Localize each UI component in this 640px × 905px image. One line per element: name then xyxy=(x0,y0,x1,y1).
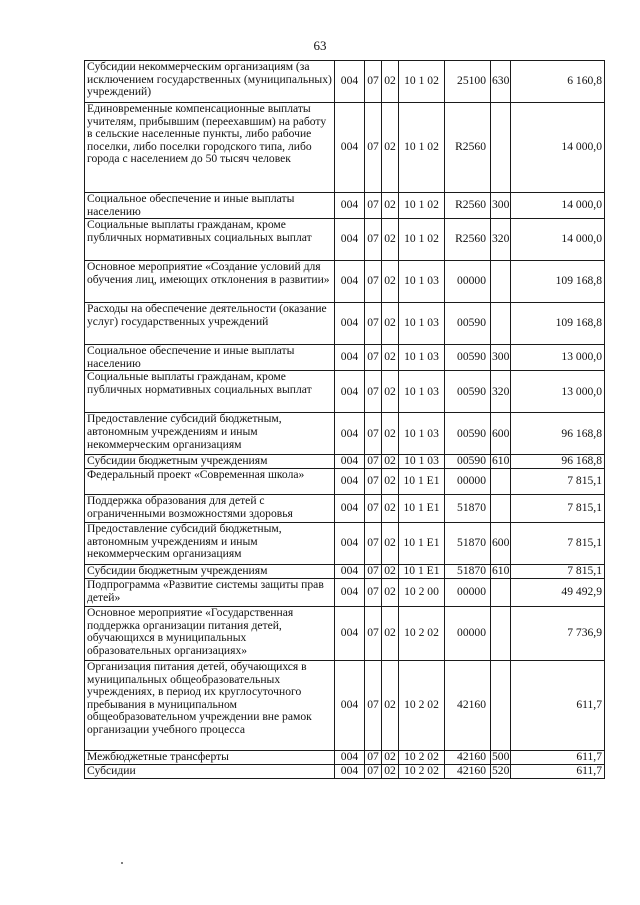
table-row xyxy=(85,468,605,494)
amount-cell: 611,7 xyxy=(511,750,605,764)
subsection-code-cell: 02 xyxy=(382,61,399,103)
ved-code-cell: 004 xyxy=(335,261,365,303)
expense-type-cell: 320 xyxy=(491,219,511,261)
ved-code-cell: 004 xyxy=(335,522,365,564)
ved-code-cell: 004 xyxy=(335,564,365,578)
row-name-cell: Поддержка образования для детей с ограниченными возможностями здоровья xyxy=(85,494,335,522)
ved-code-cell: 004 xyxy=(335,750,365,764)
amount-cell: 13 000,0 xyxy=(511,345,605,371)
amount-cell: 7 815,1 xyxy=(511,494,605,522)
ved-code-cell: 004 xyxy=(335,455,365,469)
ved-code-cell: 004 xyxy=(335,578,365,606)
program-code-cell: 10 1 02 xyxy=(399,219,445,261)
row-name-cell: Субсидии некоммерческим организациям (за исключением государственных (муниципальных) учреждений) xyxy=(85,61,335,103)
section-code-cell: 07 xyxy=(365,764,382,778)
section-code-cell: 07 xyxy=(365,371,382,413)
program-code-cell: 10 1 E1 xyxy=(399,522,445,564)
section-code-cell: 07 xyxy=(365,468,382,494)
program-code-cell: 10 2 00 xyxy=(399,578,445,606)
direction-code-cell: R2560 xyxy=(445,103,491,193)
program-code-cell: 10 1 03 xyxy=(399,455,445,469)
table-row xyxy=(85,564,605,578)
subsection-code-cell: 02 xyxy=(382,660,399,750)
subsection-code-cell: 02 xyxy=(382,578,399,606)
program-code-cell: 10 1 E1 xyxy=(399,468,445,494)
section-code-cell: 07 xyxy=(365,750,382,764)
ved-code-cell: 004 xyxy=(335,764,365,778)
table-row xyxy=(85,750,605,764)
ved-code-cell: 004 xyxy=(335,494,365,522)
expense-type-cell: 300 xyxy=(491,345,511,371)
section-code-cell: 07 xyxy=(365,494,382,522)
direction-code-cell: 51870 xyxy=(445,522,491,564)
ved-code-cell: 004 xyxy=(335,371,365,413)
expense-type-cell xyxy=(491,261,511,303)
subsection-code-cell: 02 xyxy=(382,522,399,564)
direction-code-cell: 00590 xyxy=(445,303,491,345)
amount-cell: 13 000,0 xyxy=(511,371,605,413)
expense-type-cell: 600 xyxy=(491,522,511,564)
subsection-code-cell: 02 xyxy=(382,261,399,303)
subsection-code-cell: 02 xyxy=(382,303,399,345)
row-name-cell: Единовременные компенсационные выплаты учителям, прибывшим (переехавшим) на работу в сельские населенные пункты, либо рабочие поселки, либо поселки городского типа, либо города с населением до 50 тысяч человек xyxy=(85,103,335,193)
table-row xyxy=(85,578,605,606)
direction-code-cell: 00590 xyxy=(445,413,491,455)
row-name-cell: Основное мероприятие «Создание условий для обучения лиц, имеющих отклонения в развитии» xyxy=(85,261,335,303)
expense-type-cell: 500 xyxy=(492,750,510,763)
amount-cell: 109 168,8 xyxy=(511,261,605,303)
amount-cell: 6 160,8 xyxy=(511,61,605,103)
subsection-code-cell: 02 xyxy=(382,606,399,660)
row-name-cell: Межбюджетные трансферты xyxy=(85,750,335,764)
table-row xyxy=(85,219,605,261)
program-code-cell: 10 1 03 xyxy=(399,303,445,345)
amount-cell: 611,7 xyxy=(511,764,605,778)
subsection-code-cell: 02 xyxy=(382,764,399,778)
table-row xyxy=(85,455,605,469)
row-name-cell: Предоставление субсидий бюджетным, автономным учреждениям и иным некоммерческим организациям xyxy=(85,522,335,564)
table-row xyxy=(85,522,605,564)
amount-cell: 49 492,9 xyxy=(511,578,605,606)
row-name-cell: Субсидии xyxy=(85,764,335,778)
program-code-cell: 10 2 02 xyxy=(399,606,445,660)
expense-type-cell xyxy=(491,660,511,750)
table-row xyxy=(85,193,605,219)
expense-type-cell xyxy=(491,468,511,494)
amount-cell: 7 815,1 xyxy=(511,564,605,578)
ved-code-cell: 004 xyxy=(335,413,365,455)
direction-code-cell: 51870 xyxy=(445,564,491,578)
row-name-cell: Субсидии бюджетным учреждениям xyxy=(85,564,335,578)
budget-table xyxy=(84,60,605,779)
expense-type-cell xyxy=(491,303,511,345)
section-code-cell: 07 xyxy=(365,219,382,261)
subsection-code-cell: 02 xyxy=(382,455,399,469)
subsection-code-cell: 02 xyxy=(382,103,399,193)
amount-cell: 7 736,9 xyxy=(511,606,605,660)
section-code-cell: 07 xyxy=(365,606,382,660)
row-name-cell: Основное мероприятие «Государственная поддержка организации питания детей, обучающихся в муниципальных образовательных организациях» xyxy=(85,606,335,660)
direction-code-cell: 00000 xyxy=(445,468,491,494)
expense-type-cell: 610 xyxy=(492,564,510,578)
amount-cell: 7 815,1 xyxy=(511,522,605,564)
program-code-cell: 10 2 02 xyxy=(399,750,445,764)
program-code-cell: 10 1 02 xyxy=(399,103,445,193)
section-code-cell: 07 xyxy=(365,660,382,750)
program-code-cell: 10 2 02 xyxy=(399,764,445,778)
table-row xyxy=(85,764,605,778)
direction-code-cell: 25100 xyxy=(445,61,491,103)
row-name-cell: Субсидии бюджетным учреждениям xyxy=(85,455,335,469)
direction-code-cell: 42160 xyxy=(445,750,491,764)
ved-code-cell: 004 xyxy=(335,660,365,750)
table-row xyxy=(85,494,605,522)
expense-type-cell xyxy=(491,606,511,660)
expense-type-cell: 300 xyxy=(491,193,511,219)
table-row xyxy=(85,303,605,345)
subsection-code-cell: 02 xyxy=(382,193,399,219)
ved-code-cell: 004 xyxy=(335,61,365,103)
section-code-cell: 07 xyxy=(365,303,382,345)
subsection-code-cell: 02 xyxy=(382,413,399,455)
section-code-cell: 07 xyxy=(365,61,382,103)
subsection-code-cell: 02 xyxy=(382,219,399,261)
row-name-cell: Предоставление субсидий бюджетным, автономным учреждениям и иным некоммерческим организациям xyxy=(85,413,335,455)
table-row xyxy=(85,371,605,413)
row-name-cell: Расходы на обеспечение деятельности (оказание услуг) государственных учреждений xyxy=(85,303,335,345)
table-row xyxy=(85,606,605,660)
section-code-cell: 07 xyxy=(365,564,382,578)
direction-code-cell: 00590 xyxy=(445,371,491,413)
row-name-cell: Организация питания детей, обучающихся в муниципальных общеобразовательных учреждениях, в период их круглосуточного пребывания в муниципальном общеобразовательном учреждении вне рамок организации учебного процесса xyxy=(85,660,335,750)
program-code-cell: 10 1 E1 xyxy=(399,564,445,578)
ved-code-cell: 004 xyxy=(335,303,365,345)
subsection-code-cell: 02 xyxy=(382,750,399,764)
amount-cell: 7 815,1 xyxy=(511,468,605,494)
program-code-cell: 10 1 02 xyxy=(399,193,445,219)
table-row xyxy=(85,345,605,371)
expense-type-cell: 520 xyxy=(492,764,510,777)
program-code-cell: 10 1 E1 xyxy=(399,494,445,522)
section-code-cell: 07 xyxy=(365,413,382,455)
program-code-cell: 10 1 03 xyxy=(399,371,445,413)
subsection-code-cell: 02 xyxy=(382,564,399,578)
direction-code-cell: R2560 xyxy=(445,219,491,261)
section-code-cell: 07 xyxy=(365,261,382,303)
direction-code-cell: 51870 xyxy=(445,494,491,522)
row-name-cell: Подпрограмма «Развитие системы защиты прав детей» xyxy=(85,578,335,606)
direction-code-cell: 00000 xyxy=(445,578,491,606)
table-row xyxy=(85,103,605,193)
page-number: 63 xyxy=(313,38,327,53)
direction-code-cell: 42160 xyxy=(445,764,491,778)
table-row xyxy=(85,413,605,455)
ved-code-cell: 004 xyxy=(335,103,365,193)
program-code-cell: 10 1 02 xyxy=(399,61,445,103)
ved-code-cell: 004 xyxy=(335,606,365,660)
ved-code-cell: 004 xyxy=(335,193,365,219)
expense-type-cell: 630 xyxy=(491,61,511,103)
section-code-cell: 07 xyxy=(365,345,382,371)
section-code-cell: 07 xyxy=(365,193,382,219)
ved-code-cell: 004 xyxy=(335,345,365,371)
subsection-code-cell: 02 xyxy=(382,345,399,371)
row-name-cell: Социальные выплаты гражданам, кроме публичных нормативных социальных выплат xyxy=(85,371,335,413)
table-row xyxy=(85,61,605,103)
amount-cell: 14 000,0 xyxy=(511,193,605,219)
program-code-cell: 10 1 03 xyxy=(399,261,445,303)
row-name-cell: Социальные выплаты гражданам, кроме публичных нормативных социальных выплат xyxy=(85,219,335,261)
section-code-cell: 07 xyxy=(365,522,382,564)
direction-code-cell: 00000 xyxy=(445,606,491,660)
direction-code-cell: 00590 xyxy=(445,455,491,469)
expense-type-cell: 320 xyxy=(491,371,511,413)
table-row xyxy=(85,261,605,303)
row-name-cell: Социальное обеспечение и иные выплаты населению xyxy=(85,193,335,219)
direction-code-cell: 42160 xyxy=(445,660,491,750)
expense-type-cell: 600 xyxy=(491,413,511,455)
subsection-code-cell: 02 xyxy=(382,494,399,522)
amount-cell: 109 168,8 xyxy=(511,303,605,345)
section-code-cell: 07 xyxy=(365,103,382,193)
ved-code-cell: 004 xyxy=(335,219,365,261)
program-code-cell: 10 2 02 xyxy=(399,660,445,750)
subsection-code-cell: 02 xyxy=(382,468,399,494)
direction-code-cell: R2560 xyxy=(445,193,491,219)
ved-code-cell: 004 xyxy=(335,468,365,494)
row-name-cell: Социальное обеспечение и иные выплаты населению xyxy=(85,345,335,371)
direction-code-cell: 00000 xyxy=(445,261,491,303)
amount-cell: 96 168,8 xyxy=(511,455,605,469)
direction-code-cell: 00590 xyxy=(445,345,491,371)
expense-type-cell xyxy=(491,103,511,193)
section-code-cell: 07 xyxy=(365,578,382,606)
amount-cell: 96 168,8 xyxy=(511,413,605,455)
subsection-code-cell: 02 xyxy=(382,371,399,413)
program-code-cell: 10 1 03 xyxy=(399,345,445,371)
row-name-cell: Федеральный проект «Современная школа» xyxy=(85,468,335,494)
expense-type-cell xyxy=(491,494,511,522)
amount-cell: 14 000,0 xyxy=(511,103,605,193)
program-code-cell: 10 1 03 xyxy=(399,413,445,455)
scan-speck xyxy=(121,862,123,864)
table-row xyxy=(85,660,605,750)
amount-cell: 14 000,0 xyxy=(511,219,605,261)
expense-type-cell: 610 xyxy=(492,454,510,468)
expense-type-cell xyxy=(491,578,511,606)
amount-cell: 611,7 xyxy=(511,660,605,750)
section-code-cell: 07 xyxy=(365,455,382,469)
